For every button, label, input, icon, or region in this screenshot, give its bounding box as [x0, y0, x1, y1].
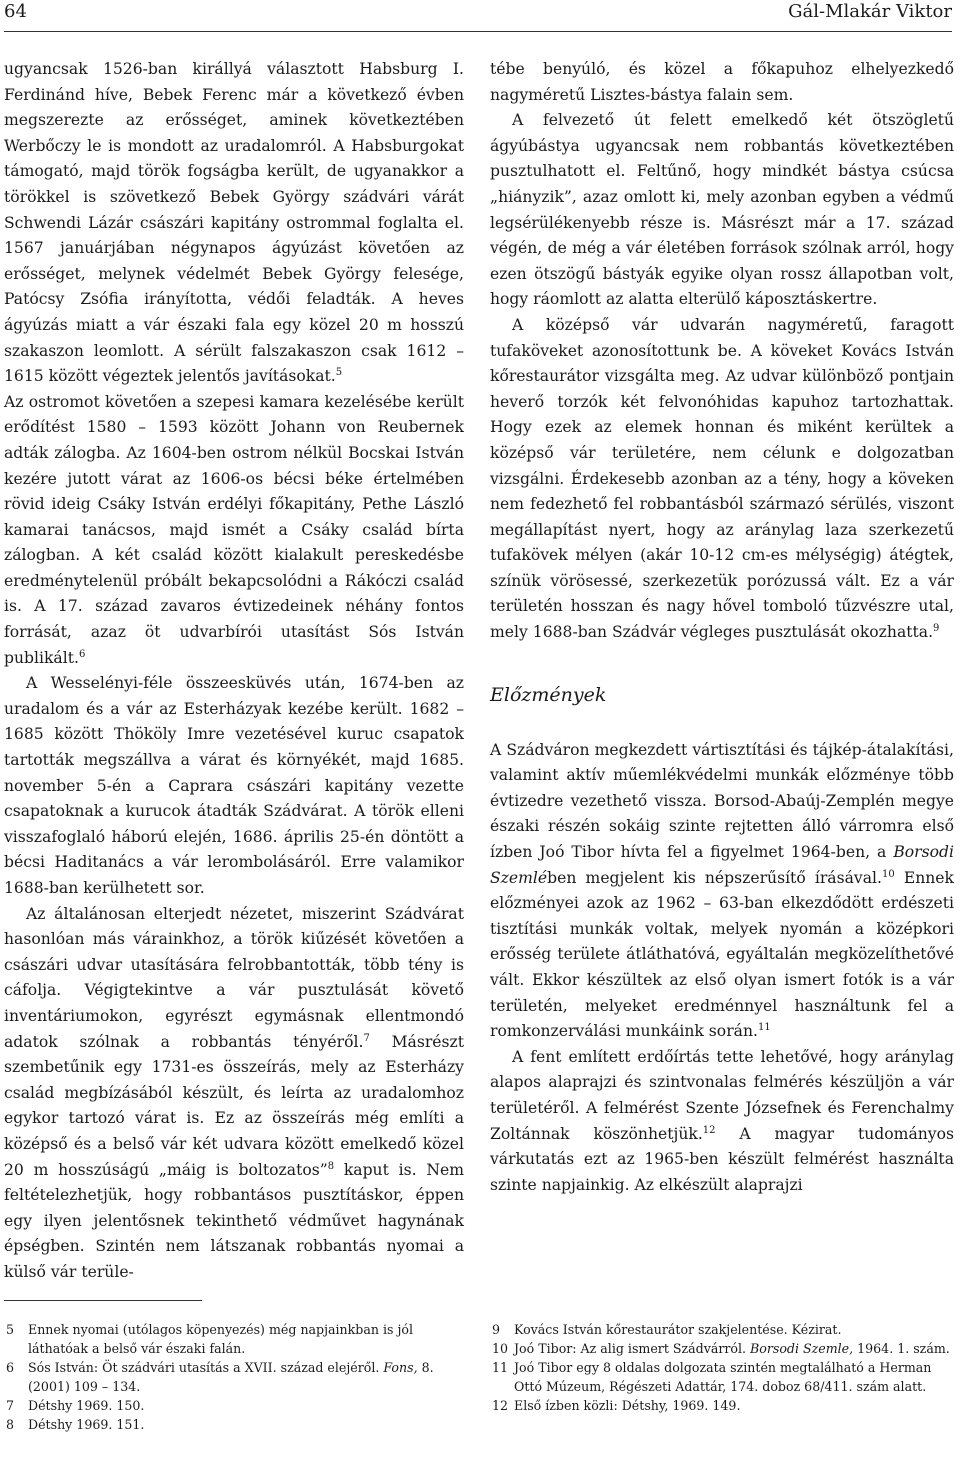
paragraph: Az általánosan elterjedt nézetet, miszerint Szádvárat hasonlóan más várainkhoz, a török kiűzését követően a császári udvar utasítására felrobbantották, több tény is cáfolja. Végigtekintve a vár pusztulását követő inventáriumokon, egyrészt egymásnak ellentmondó adatok szólnak a robbantás tényéről.$^7$ Másrészt szembetűnik egy 1731-es összeírás, mely az Esterházy család megbízásából készült, és leírta az uradalomhoz egykor tartozó várat is. Ez az összeírás még említi a középső és a belső vár két udvara között emelkedő közel 20 m hosszúságú „máig is boltozatos”$^8$ kaput is. Nem feltételezhetjük, hogy robbantásos pusztításkor, éppen egy ilyen jelentősnek tekinthető védművet hagynának épségben. Szintén nem látszanak robbantás nyomai a külső vár terüle- [4, 904, 464, 1281]
header-rule [4, 31, 952, 32]
paragraph: tébe benyúló, és közel a főkapuhoz elhelyezkedő nagyméretű Lisztes-bástya falain sem. [490, 60, 954, 104]
footnote-ref: 7 [363, 1032, 370, 1044]
paragraph: A Wesselényi-féle összeesküvés után, 1674-ben az uradalom és a vár az Esterházyak kezébe került. 1682 – 1685 között Thököly Imre vezetésével kuruc csapatok tartották megszállva a várat és környékét, majd 1685. november 5-én a Caprara császári kapitány vezette csapatoknak a kurucok átadták Szádvárat. A török elleni visszafoglaló háború elején, 1686. április 25-én döntött a bécsi Haditanács a vár lerombolásáról. Erre valamikor 1688-ban kerülhetett sor. [4, 674, 464, 897]
footnote: 11 Joó Tibor egy 8 oldalas dolgozata szintén megtalálható a Herman Ottó Múzeum, Régészeti Adattár, 174. doboz 68/411. szám alatt. [492, 1360, 932, 1394]
footnote-rule [4, 1300, 202, 1301]
footnote-ref: 10 [881, 868, 895, 880]
page-header [0, 0, 960, 24]
footnote: 12 Első ízben közli: Détshy, 1969. 149. [492, 1398, 741, 1413]
footnote-ref: 8 [327, 1160, 335, 1172]
paragraph: A középső vár udvarán nagyméretű, faragott tufaköveket azonosítottunk be. A köveket Kovács István kőrestaurátor vizsgálta meg. Az udvar különböző pontjain heverő torzók két felvonóhidas kapuhoz tartozhattak. Hogy ezek az elemek honnan és miként kerültek a középső vár területére, nem célunk e dolgozatban vizsgálni. Érdekesebb azonban az a tény, hogy a köveken nem fedezhető fel robbantásból származó sérülés, viszont megállapítást nyert, hogy az aránylag laza szerkezetű tufakövek mélyen (akár 10-12 cm-es mélységig) átégtek, színük vörösessé, szerkezetük porózussá vált. Ez a vár területén hosszan és nagy hővel tomboló tűzvészre utal, mely 1688-ban Szádvár végleges pusztulását okozhatta.$^9$ [490, 315, 954, 642]
page-number: 64 [4, 1, 27, 22]
paragraph: ugyancsak 1526-ban királlyá választott Habsburg I. Ferdinánd híve, Bebek Ferenc már a következő évben megszerezte az erősséget, aminek következtében Werbőczy le is mondott az uradalomról. A Habsburgokat támogató, majd török fogságba került, de ugyanakkor a törökkel is szövetkező Bebek György szádvári várát Schwendi Lázár császári kapitány ostrommal foglalta el. 1567 januárjában négynapos ágyúzást követően az erősséget, melynek védelmét Bebek György felesége, Patócsy Zsófia irányította, védői feladták. A heves ágyúzás miatt a vár északi fala egy közel 20 m hosszú szakaszon leomlott. A sérült falszakaszon csak 1612 – 1615 között végeztek jelentős javításokat.$^5$ [4, 60, 464, 386]
left-column [4, 57, 464, 1286]
footnote-ref: 9 [933, 622, 940, 634]
footnote-ref: 11 [757, 1022, 771, 1033]
footnotes-right [490, 1320, 954, 1415]
paragraph: A felvezető út felett emelkedő két ötszögletű ágyúbástya ugyancsak nem robbantás következtében pusztulhatott el. Feltűnő, hogy mindkét bástya csúcsa „hiányzik”, azaz omlott ki, mely azonban egyben a védmű legsérülékenyebb része is. Másrészt már a 17. század végén, de még a vár életében források szólnak arról, hogy ezen ötszögű bástyák egyike olyan rossz állapotban volt, hogy ráomlott az alatta elterülő káposztáskertre. [490, 111, 954, 309]
footnote: 6 Sós István: Öt szádvári utasítás a XVII. század elejéről. Fons, 8. (2001) 109 – 134. [6, 1360, 434, 1394]
paragraph: A Szádváron megkezdett vártisztítási és tájkép-átalakítási, valamint aktív műemlékvédelmi munkák előzménye több évtizedre vezethető vissza. Borsod-Abaúj-Zemplén megye északi részén sokáig szinte rejtetten álló várromra első ízben Joó Tibor hívta fel a figyelmet 1964-ben, a Borsodi Szemlében megjelent kis népszerűsítő írásával.$^{10}$ Ennek előzményei azok az 1962 – 63-ban elkezdődött erdészeti tisztítási munkák voltak, melyek nyomán a középkori erősség területe átláthatóvá, egyáltalán megközelíthetővé vált. Ekkor készültek az első olyan ismert fotók is a vár területén, melyeket eredménnyel használtunk fel a romkonzerválási munkáink során.$^{11}$ [490, 740, 954, 1041]
footnote-ref: 12 [702, 1124, 716, 1136]
journal-title: Borsodi Szemlé [490, 843, 954, 887]
paragraph: Az ostromot követően a szepesi kamara kezelésébe került erődítést 1580 – 1593 között Johann von Reubernek adták zálogba. Az 1604-ben ostrom nélkül Bocskai István kezére jutott várat az 1606-os bécsi béke értelmében rövid ideig Csáky István erdélyi főkapitány, Pethe László kamarai tanácsos, majd ismét a Csáky család bírta zálogban. A két család között kialakult pereskedésbe eredménytelenül próbált bekapcsolódni a Rákóczi család is. A 17. század zavaros évtizedeinek néhány fontos forrását, azaz öt udvarbírói utasítást Sós István publikált.$^6$ [4, 392, 464, 667]
running-author: Gál-Mlakár Viktor [788, 1, 952, 22]
footnote: 7 Détshy 1969. 150. [6, 1398, 145, 1413]
paragraph: A fent említett erdőírtás tette lehetővé, hogy aránylag alapos alaprajzi és szintvonalas felmérés készüljön a vár területéről. A felmérést Szente Józsefnek és Ferenchalmy Zoltánnak köszönhetjük.$^{12}$ A magyar tudományos várkutatás ezt az 1965-ben készült felmérést használta szinte napjainkig. Az elkészült alaprajzi [490, 1047, 954, 1194]
footnote: 8 Détshy 1969. 151. [6, 1417, 145, 1432]
section-heading: Előzmények [490, 683, 607, 706]
footnote-ref: 6 [78, 648, 86, 660]
footnotes-left [4, 1320, 464, 1434]
footnote-ref: 5 [335, 366, 343, 378]
footnote: 10 Joó Tibor: Az alig ismert Szádvárról. Borsodi Szemle, 1964. 1. szám. [492, 1341, 950, 1356]
footnote: 5 Ennek nyomai (utólagos köpenyezés) még napjainkban is jól láthatóak a belső vár északi falán. [6, 1322, 413, 1356]
right-column [490, 57, 954, 1198]
footnote: 9 Kovács István kőrestaurátor szakjelentése. Kézirat. [492, 1322, 842, 1337]
